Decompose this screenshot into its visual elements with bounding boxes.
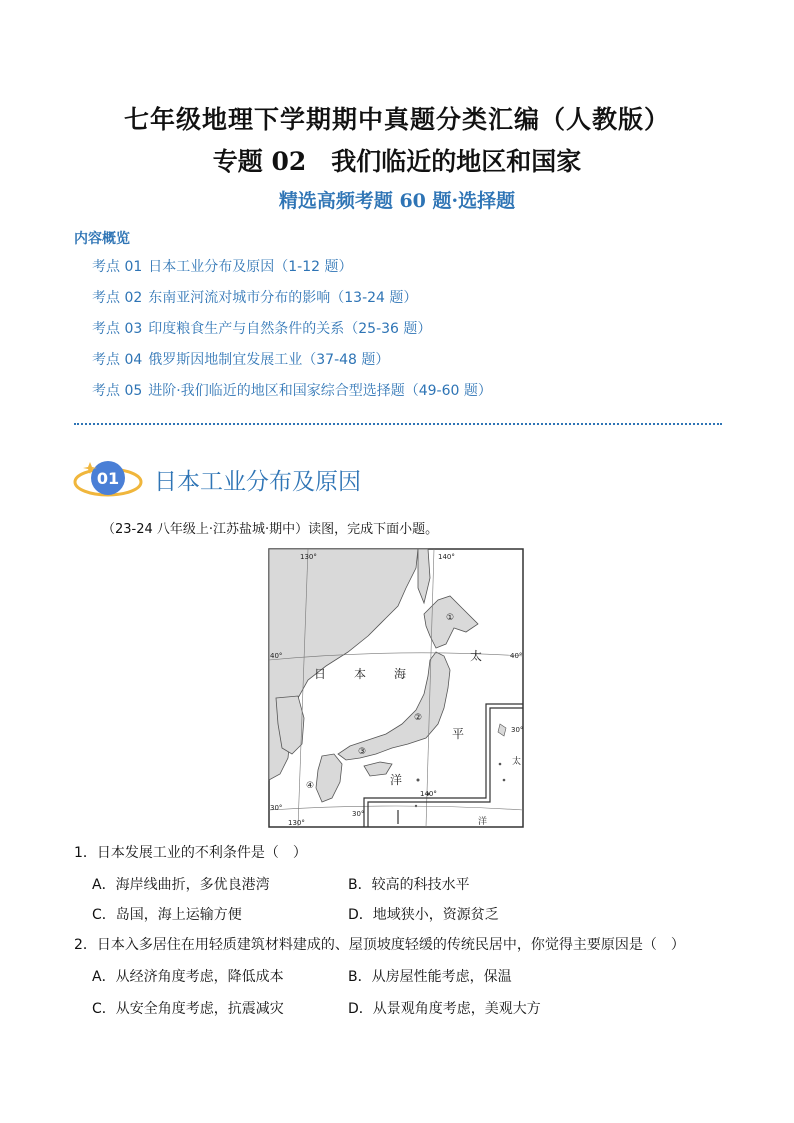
question-2-option-c[interactable]: C．从安全角度考虑，抗震减灾 [92, 1001, 284, 1017]
overview-list [92, 256, 492, 411]
question-2-stem: 2．日本入多居住在用轻质建筑材料建成的、屋顶坡度轻缓的传统民居中，你觉得主要原因是（ ） [74, 937, 685, 953]
overview-item-text: 印度粮食生产与自然条件的关系（25-36 题） [148, 321, 432, 337]
japan-map [268, 548, 524, 828]
map-label-40-right: 40° [510, 652, 523, 660]
question-1-stem: 1．日本发展工业的不利条件是（ ） [74, 845, 307, 861]
map-label-40-left: 40° [270, 652, 283, 660]
map-label-130-top: 130° [300, 553, 317, 561]
overview-item-num: 考点 05 [92, 383, 143, 399]
overview-item-num: 考点 02 [92, 290, 143, 306]
map-label-140-top: 140° [438, 553, 455, 561]
question-1-option-c[interactable]: C．岛国，海上运输方便 [92, 907, 242, 923]
map-label-inset-tai: 太 [512, 757, 522, 767]
overview-item-text: 东南亚河流对城市分布的影响（13-24 题） [148, 290, 418, 306]
overview-item-text: 进阶·我们临近的地区和国家综合型选择题（49-60 题） [148, 383, 492, 399]
map-marker-2: ② [414, 713, 423, 723]
section-title: 日本工业分布及原因 [154, 469, 361, 495]
map-label-140-bottom: 140° [420, 790, 437, 798]
document-subheading: 精选高频考题 60 题·选择题 [278, 190, 516, 212]
section-badge-number: 01 [96, 469, 120, 488]
map-label-inset-yang: 洋 [478, 817, 488, 827]
overview-item[interactable] [92, 287, 492, 318]
map-label-ocean-tai: 太 [470, 649, 483, 663]
question-2-option-d[interactable]: D．从景观角度考虑，美观大方 [348, 1001, 541, 1017]
document-title: 七年级地理下学期期中真题分类汇编（人教版） [123, 105, 670, 134]
section-badge [72, 456, 152, 504]
map-label-sea-hai: 海 [394, 667, 407, 681]
overview-item[interactable] [92, 256, 492, 287]
question-2-option-b[interactable]: B．从房屋性能考虑，保温 [348, 969, 512, 985]
section-badge-icon [72, 456, 152, 504]
overview-item-text: 日本工业分布及原因（1-12 题） [148, 259, 353, 275]
question-1-option-b[interactable]: B．较高的科技水平 [348, 877, 470, 893]
overview-item-num: 考点 03 [92, 321, 143, 337]
map-label-30-left: 30° [270, 804, 283, 812]
map-label-130-bottom: 130° [288, 819, 305, 827]
map-label-30-right: 30° [352, 810, 365, 818]
overview-item[interactable] [92, 349, 492, 380]
document-subtitle: 专题 02 我们临近的地区和国家 [212, 147, 582, 176]
overview-item-num: 考点 01 [92, 259, 143, 275]
map-label-ocean-yang: 洋 [390, 773, 403, 787]
question-1-option-a[interactable]: A．海岸线曲折，多优良港湾 [92, 877, 270, 893]
japan-map-figure [268, 548, 524, 828]
overview-item-text: 俄罗斯因地制宜发展工业（37-48 题） [148, 352, 390, 368]
question-intro: （23-24 八年级上·江苏盐城·期中）读图，完成下面小题。 [102, 522, 439, 537]
map-label-inset-30: 30° [511, 726, 524, 734]
question-1-option-d[interactable]: D．地域狭小，资源贫乏 [348, 907, 499, 923]
overview-title: 内容概览 [74, 231, 130, 247]
map-marker-1: ① [446, 613, 455, 623]
map-label-sea-ri: 日 [314, 667, 327, 681]
map-label-sea-ben: 本 [354, 667, 367, 681]
map-marker-3: ③ [358, 747, 367, 757]
map-label-ocean-ping: 平 [452, 727, 465, 741]
map-marker-4: ④ [306, 781, 315, 791]
dotted-divider [74, 423, 722, 425]
question-2-option-a[interactable]: A．从经济角度考虑，降低成本 [92, 969, 284, 985]
overview-item[interactable] [92, 318, 492, 349]
overview-item[interactable] [92, 380, 492, 411]
overview-item-num: 考点 04 [92, 352, 143, 368]
